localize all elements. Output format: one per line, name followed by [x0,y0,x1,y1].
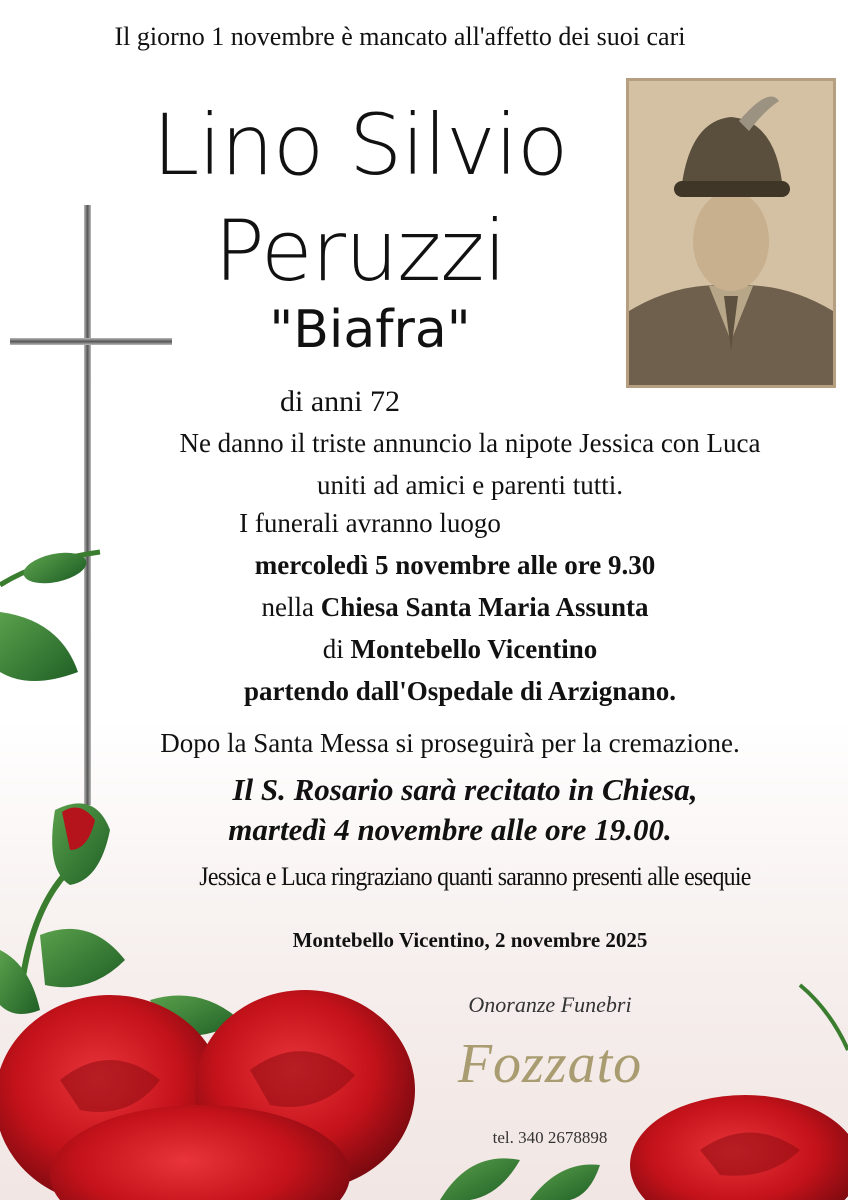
deceased-nickname: "Biafra" [269,300,471,360]
town-prefix: di [322,634,351,664]
funeral-intro: I funerali avranno luogo [239,508,501,538]
intro-text: Il giorno 1 novembre è mancato all'affetto dei suoi cari [114,22,686,51]
funeral-home-label: Onoranze Funebri [468,992,632,1017]
rosary-line-1: Il S. Rosario sarà recitato in Chiesa, [232,772,698,807]
town-line [0,634,848,665]
announce-line-1: Ne danno il triste annuncio la nipote Jessica con Luca [179,428,761,458]
deceased-first-names: Lino Silvio [152,96,568,194]
deceased-surname: Peruzzi [214,202,506,300]
church-line [0,592,848,623]
church-prefix: nella [261,592,321,622]
deceased-age: di anni 72 [280,385,400,418]
funeral-datetime: mercoledì 5 novembre alle ore 9.30 [254,550,656,580]
funeral-home-phone: tel. 340 2678898 [492,1128,608,1147]
rosary-line-2: martedì 4 novembre alle ore 19.00. [228,812,672,847]
departure-line: partendo dall'Ospedale di Arzignano. [243,676,677,706]
thanks-line: Jessica e Luca ringraziano quanti saranno presenti alle esequie [199,862,751,891]
announce-line-2: uniti ad amici e parenti tutti. [317,470,623,500]
town-name: Montebello Vicentino [350,634,598,664]
after-mass-line: Dopo la Santa Messa si proseguirà per la cremazione. [160,728,740,758]
funeral-home-name: Fozzato [457,1033,643,1095]
church-name: Chiesa Santa Maria Assunta [320,592,649,622]
place-and-date: Montebello Vicentino, 2 novembre 2025 [292,928,648,952]
